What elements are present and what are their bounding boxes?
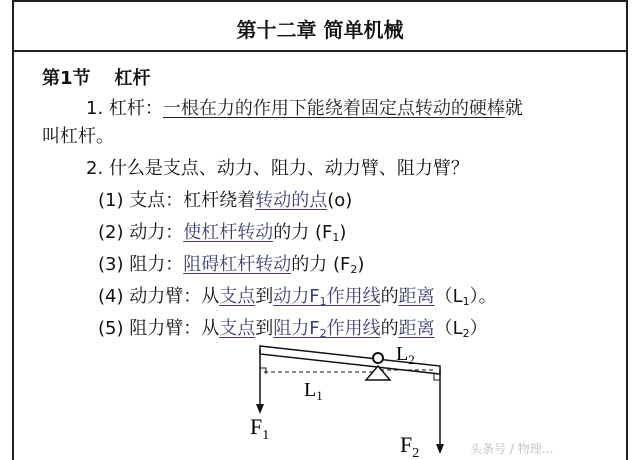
item1-definition: 一根在力的作用下能绕着固定点转动的硬棒 (162, 98, 505, 119)
effort-force-arrowhead (256, 404, 264, 414)
item1-line1 (86, 98, 523, 120)
term-key (273, 318, 380, 339)
item1-prefix: 1. 杠杆： (86, 98, 163, 119)
term-close: ) (339, 222, 347, 243)
frame-left-border (12, 0, 14, 460)
term-key-text: 动力F (273, 286, 320, 307)
term-effort (98, 222, 346, 249)
term-label: (4) 动力臂： (98, 286, 202, 307)
term-text: 的力 (F (291, 254, 351, 275)
term-resistance (98, 254, 364, 281)
pivot-circle (373, 353, 383, 363)
term-text: 从 (201, 286, 220, 307)
term-close: ) (357, 254, 365, 275)
effort-right-angle (260, 368, 266, 374)
term-symbol: （L (434, 286, 463, 307)
resistance-force-arrowhead (436, 444, 444, 454)
title-bar (12, 2, 628, 50)
term-key: 阻碍杠杆转动 (183, 254, 292, 275)
term-symbol: （L (434, 318, 463, 339)
term-label: (3) 阻力： (98, 254, 184, 275)
section-number: 第1节 (42, 68, 91, 89)
f1-label: $F_1$ (250, 414, 270, 443)
term-key-text: 作用线 (326, 286, 381, 307)
term-label: (2) 动力： (98, 222, 184, 243)
term-subscript: 1 (319, 295, 327, 308)
item2-question: 2. 什么是支点、动力、阻力、动力臂、阻力臂？ (86, 158, 469, 179)
lever-diagram (200, 338, 460, 460)
term-key: 距离 (398, 318, 435, 339)
term-key: 转动的点 (255, 190, 328, 211)
term-subscript: 2 (319, 327, 327, 340)
term-text: 从 (201, 318, 220, 339)
title-divider (12, 50, 628, 52)
term-key: 支点 (219, 318, 256, 339)
term-subscript: 2 (350, 263, 358, 276)
term-key: 支点 (219, 286, 256, 307)
l1-label: $L_1$ (304, 379, 323, 403)
section-heading (42, 68, 151, 90)
term-subscript: 2 (462, 327, 470, 340)
term-close: ） (469, 318, 488, 339)
resistance-right-angle (434, 374, 440, 380)
term-label: (1) 支点： (98, 190, 184, 211)
term-text: 的力 (F (273, 222, 333, 243)
l2-label: $L_2$ (396, 343, 415, 367)
frame-right-border (626, 0, 628, 460)
term-pivot (98, 190, 352, 212)
term-key: 使杠杆转动 (183, 222, 274, 243)
term-key (273, 286, 380, 307)
term-key-text: 阻力F (273, 318, 320, 339)
term-close: ）。 (469, 286, 497, 307)
term-text: 的 (380, 318, 399, 339)
term-symbol: (o) (327, 190, 353, 211)
term-text: 到 (255, 286, 274, 307)
section-name: 杠杆 (114, 68, 151, 89)
item1-line2: 叫杠杆。 (42, 126, 114, 147)
term-text: 的 (380, 286, 399, 307)
item1-suffix: 就 (504, 98, 523, 119)
term-key-text: 作用线 (326, 318, 381, 339)
watermark: 头条号 / 物理… (470, 442, 554, 456)
term-key: 距离 (398, 286, 435, 307)
f2-label: $F_2$ (400, 432, 420, 460)
term-label: (5) 阻力臂： (98, 318, 202, 339)
term-text: 杠杆绕着 (183, 190, 256, 211)
term-text: 到 (255, 318, 274, 339)
term-subscript: 1 (462, 295, 470, 308)
term-effort-arm (98, 286, 497, 313)
chapter-title: 第十二章 简单机械 (236, 18, 404, 42)
term-subscript: 1 (332, 231, 340, 244)
